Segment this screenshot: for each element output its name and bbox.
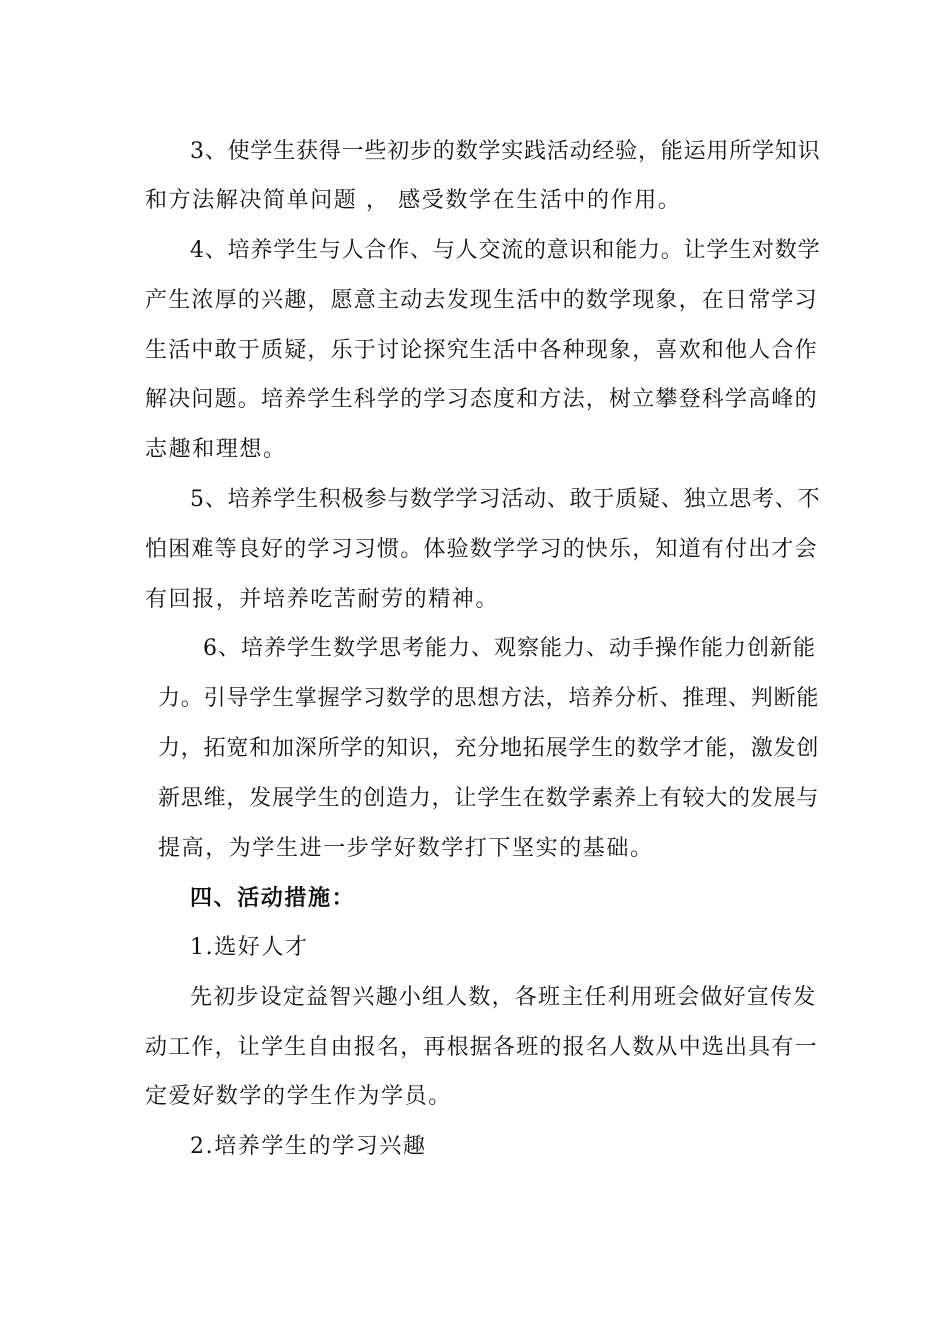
text-line: 生活中敢于质疑，乐于讨论探究生活中各种现象，喜欢和他人合作 [145, 338, 818, 363]
text-line: 怕困难等良好的学习习惯。体验数学学习的快乐，知道有付出才会 [145, 537, 818, 562]
subheading: 2.培养学生的学习兴趣 [190, 1134, 427, 1159]
text-line: 和方法解决简单问题 ， 感受数学在生活中的作用。 [145, 188, 682, 213]
text-line: 力。引导学生掌握学习数学的思想方法，培养分析、推理、判断能 [158, 686, 820, 711]
text-line: 先初步设定益智兴趣小组人数，各班主任利用班会做好宣传发 [190, 985, 817, 1010]
text-line: 定爱好数学的学生作为学员。 [145, 1084, 452, 1109]
text-line: 3、使学生获得一些初步的数学实践活动经验，能运用所学知识 [190, 139, 821, 164]
text-line: 力，拓宽和加深所学的知识，充分地拓展学生的数学才能，激发创 [158, 736, 820, 761]
text-line: 5、培养学生积极参与数学学习活动、敢于质疑、独立思考、不 [190, 487, 821, 512]
text-line: 产生浓厚的兴趣，愿意主动去发现生活中的数学现象，在日常学习 [145, 288, 818, 313]
text-line: 动工作，让学生自由报名，再根据各班的报名人数从中选出具有一 [145, 1035, 818, 1060]
text-line: 4、培养学生与人合作、与人交流的意识和能力。让学生对数学 [190, 238, 821, 263]
text-line: 解决问题。培养学生科学的学习态度和方法，树立攀登科学高峰的 [145, 387, 818, 412]
text-line: 有回报，并培养吃苦耐劳的精神。 [145, 587, 500, 612]
subheading: 1.选好人才 [190, 935, 309, 960]
text-line: 新思维，发展学生的创造力，让学生在数学素养上有较大的发展与 [158, 786, 820, 811]
text-line: 提高，为学生进一步学好数学打下坚实的基础。 [158, 836, 654, 861]
text-line: 6、培养学生数学思考能力、观察能力、动手操作能力创新能 [203, 636, 816, 661]
text-line: 志趣和理想。 [145, 437, 287, 462]
section-heading: 四、活动措施： [190, 885, 356, 911]
